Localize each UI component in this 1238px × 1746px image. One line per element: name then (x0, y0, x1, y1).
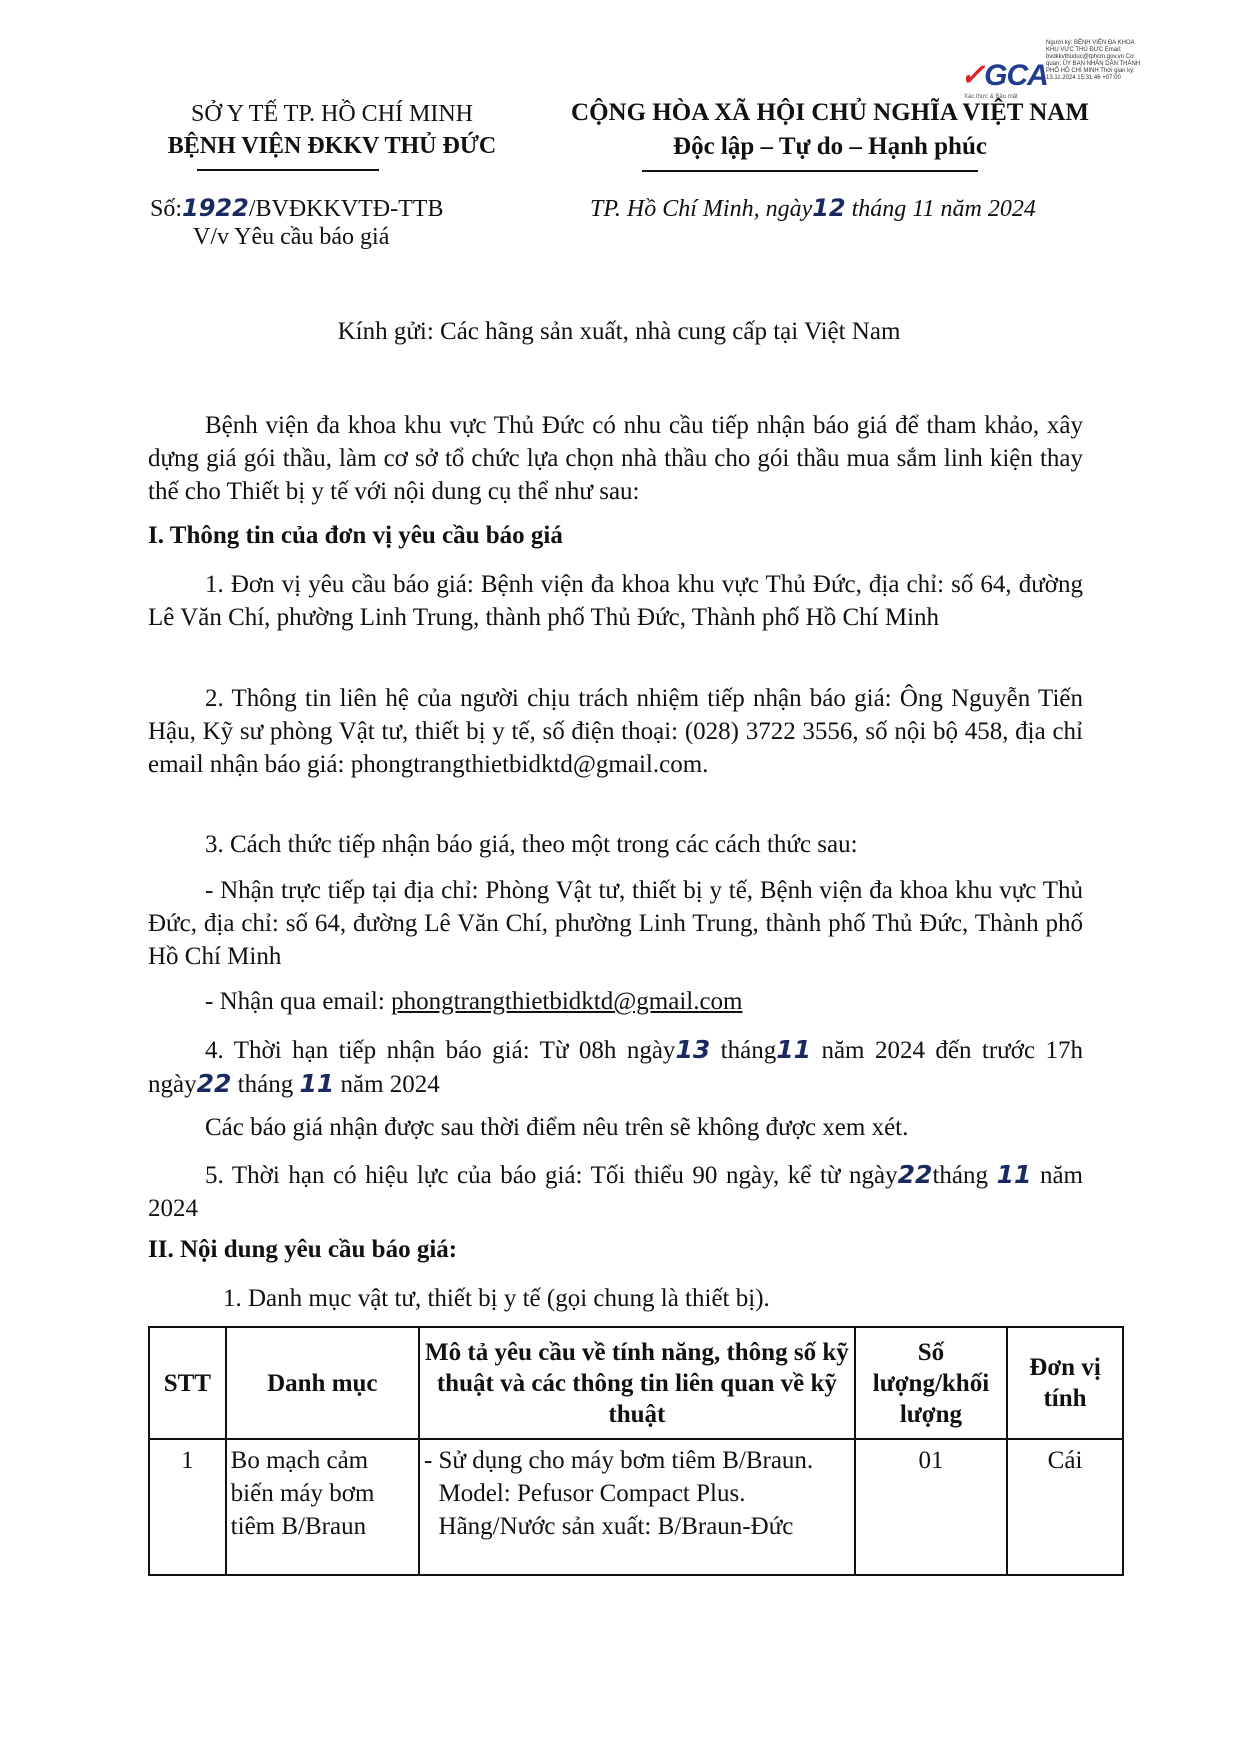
item4-month1-handwritten: 11 (776, 1035, 812, 1064)
motto-underline (642, 170, 978, 172)
item4-month2-handwritten: 11 (299, 1069, 335, 1098)
signature-tagline: Xác thực & Bảo mật (964, 94, 1018, 100)
section-1-item-1: 1. Đơn vị yêu cầu báo giá: Bệnh viện đa khoa khu vực Thủ Đức, địa chỉ: số 64, đường Lê Văn Chí, phường Linh Trung, thành phố Thủ Đức, Thành phố Hồ Chí Minh (148, 571, 1083, 631)
org-department: SỞ Y TẾ TP. HỒ CHÍ MINH (190, 101, 474, 127)
org-underline (197, 169, 379, 171)
header-description: Mô tả yêu cầu về tính năng, thông số kỹ thuật và các thông tin liên quan về kỹ thuật (419, 1327, 855, 1439)
intro-paragraph: Bệnh viện đa khoa khu vực Thủ Đức có nhu cầu tiếp nhận báo giá để tham khảo, xây dựng giá gói thầu, làm cơ sở tổ chức lựa chọn nhà thầu cho gói thầu mua sắm linh kiện thay thế cho Thiết bị y tế với nội dung cụ thể như sau: (148, 412, 1083, 505)
item5-month-handwritten: 11 (996, 1160, 1032, 1189)
header-unit: Đơn vị tính (1007, 1327, 1123, 1439)
cell-quantity: 01 (855, 1439, 1007, 1575)
signature-info: Người ký: BỆNH VIỆN ĐA KHOA KHU VỰC THỦ ĐỨC Email: bvdkkvthuduc@tphcm.gov.vn Cơ quan: ỦY BAN NHÂN DÂN THÀNH PHỐ HỒ CHÍ MINH Thời gian ký: 13.11.2024 15:31:46 +07:00 (1046, 40, 1141, 81)
section-1-item-3b (148, 985, 1083, 1018)
vgca-logo-icon: ✓GCA (960, 59, 1048, 92)
item4-text-c: năm 2024 đến trước 17h ngày (148, 1037, 1083, 1098)
document-date (590, 194, 1036, 223)
national-motto (510, 96, 1150, 164)
item4-text-d: tháng (231, 1071, 300, 1098)
section-2-item-1: 1. Danh mục vật tư, thiết bị y tế (gọi chung là thiết bị). (223, 1285, 770, 1312)
item4-text-a: 4. Thời hạn tiếp nhận báo giá: Từ 08h ngày (205, 1037, 676, 1064)
issuing-organization (112, 98, 552, 162)
section-1-item-3: 3. Cách thức tiếp nhận báo giá, theo một trong các cách thức sau: (205, 831, 858, 858)
item4-text-e: năm 2024 (334, 1071, 440, 1098)
cell-category: Bo mạch cảm biến máy bơm tiêm B/Braun (226, 1439, 419, 1575)
item5-day-handwritten: 22 (897, 1160, 933, 1189)
description-text: Sử dụng cho máy bơm tiêm B/Braun. Model: Pefusor Compact Plus. Hãng/Nước sản xuất: B/Braun-Đức (438, 1447, 814, 1540)
email-prefix: - Nhận qua email: (205, 988, 392, 1015)
requirements-table (148, 1326, 1124, 1576)
table-header-row (149, 1327, 1123, 1439)
email-link[interactable]: phongtrangthietbidktd@gmail.com (391, 988, 743, 1015)
date-prefix: TP. Hồ Chí Minh, ngày (590, 196, 813, 222)
nation-name: CỘNG HÒA XÃ HỘI CHỦ NGHĨA VIỆT NAM (571, 99, 1089, 126)
section-1-item-4 (148, 1033, 1083, 1101)
doc-number-suffix: /BVĐKKVTĐ-TTB (248, 196, 444, 222)
org-hospital: BỆNH VIỆN ĐKKV THỦ ĐỨC (167, 133, 497, 159)
header-quantity: Số lượng/khối lượng (855, 1327, 1007, 1439)
date-day-handwritten: 12 (812, 194, 846, 222)
item4-text-b: tháng (710, 1037, 777, 1064)
item4-day2-handwritten: 22 (196, 1069, 232, 1098)
item5-text-c: năm 2024 (148, 1162, 1083, 1222)
digital-signature-stamp (960, 40, 1145, 104)
document-number (150, 194, 443, 223)
doc-number-prefix: Số: (150, 196, 183, 222)
description-dash: - (423, 1447, 439, 1474)
table-row (149, 1439, 1123, 1575)
header-category: Danh mục (226, 1327, 419, 1439)
section-1-title: I. Thông tin của đơn vị yêu cầu báo giá (148, 522, 563, 549)
date-suffix: tháng 11 năm 2024 (845, 196, 1036, 222)
section-2-title: II. Nội dung yêu cầu báo giá: (148, 1236, 458, 1263)
doc-number-handwritten: 1922 (182, 194, 249, 222)
nation-motto: Độc lập – Tự do – Hạnh phúc (673, 133, 987, 160)
item5-text-a: 5. Thời hạn có hiệu lực của báo giá: Tối thiểu 90 ngày, kể từ ngày (205, 1162, 898, 1189)
section-1-note: Các báo giá nhận được sau thời điểm nêu trên sẽ không được xem xét. (205, 1114, 909, 1141)
item4-day1-handwritten: 13 (675, 1035, 711, 1064)
section-1-item-3a: - Nhận trực tiếp tại địa chỉ: Phòng Vật tư, thiết bị y tế, Bệnh viện đa khoa khu vực Thủ Đức, địa chỉ: số 64, đường Lê Văn Chí, phường Linh Trung, thành phố Thủ Đức, Thành phố Hồ Chí Minh (148, 877, 1083, 970)
document-subject: V/v Yêu cầu báo giá (193, 224, 390, 250)
item5-text-b: tháng (932, 1162, 997, 1189)
header-stt: STT (149, 1327, 226, 1439)
cell-unit: Cái (1007, 1439, 1123, 1575)
section-1-item-5 (148, 1158, 1083, 1225)
recipient-line: Kính gửi: Các hãng sản xuất, nhà cung cấp tại Việt Nam (337, 318, 901, 345)
cell-description (419, 1439, 855, 1575)
section-1-item-2: 2. Thông tin liên hệ của người chịu trách nhiệm tiếp nhận báo giá: Ông Nguyễn Tiến Hậu, Kỹ sư phòng Vật tư, thiết bị y tế, số điện thoại: (028) 3722 3556, số nội bộ 458, địa chỉ email nhận báo giá: phongtrangthietbidktd@gmail.com. (148, 685, 1083, 778)
cell-stt: 1 (149, 1439, 226, 1575)
